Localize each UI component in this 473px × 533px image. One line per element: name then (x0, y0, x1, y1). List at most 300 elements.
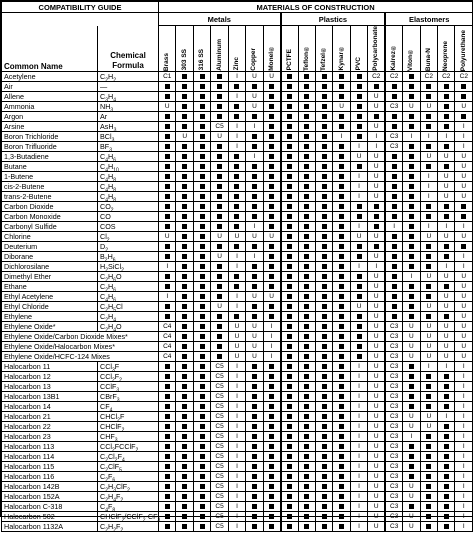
chemical-formula: CHCl$_2$F (98, 411, 159, 421)
chemical-formula: $C_3H_4$ (98, 91, 159, 101)
filled-square-icon (304, 124, 309, 129)
rating-cell: U (455, 281, 473, 291)
filled-square-icon (182, 374, 187, 379)
filled-square-icon (200, 184, 205, 189)
compatible-mark (176, 211, 193, 221)
column-header-label: Brass (163, 52, 171, 71)
compatible-mark (281, 321, 298, 331)
filled-square-icon (304, 334, 309, 339)
filled-square-icon (339, 334, 344, 339)
filled-square-icon (200, 134, 205, 139)
filled-square-icon (217, 184, 222, 189)
compatible-mark (176, 311, 193, 321)
compatible-mark (403, 171, 420, 181)
compatible-mark (315, 341, 332, 351)
compatible-mark (403, 501, 420, 511)
compatible-mark (193, 151, 210, 161)
compatible-mark (281, 251, 298, 261)
filled-square-icon (165, 424, 170, 429)
filled-square-icon (426, 84, 431, 89)
filled-square-icon (182, 524, 187, 529)
compatible-mark (211, 341, 228, 351)
compatible-mark (281, 131, 298, 141)
compatible-mark (211, 281, 228, 291)
compatible-mark (315, 151, 332, 161)
filled-square-icon (200, 214, 205, 219)
rating-cell: U (211, 251, 228, 261)
compatible-mark (420, 121, 437, 131)
compatible-mark (403, 441, 420, 451)
compatible-mark (263, 361, 280, 371)
rating-cell: I (228, 451, 245, 461)
filled-square-icon (234, 204, 239, 209)
compatible-mark (246, 261, 263, 271)
rating-cell: U (368, 161, 385, 171)
rating-cell: I (228, 91, 245, 101)
filled-square-icon (182, 204, 187, 209)
table-row (2, 361, 473, 371)
table-row (2, 201, 473, 211)
compatible-mark (298, 351, 315, 361)
filled-square-icon (426, 464, 431, 469)
filled-square-icon (165, 224, 170, 229)
filled-square-icon (444, 394, 449, 399)
filled-square-icon (287, 204, 292, 209)
filled-square-icon (182, 74, 187, 79)
compatible-mark (368, 81, 385, 91)
filled-square-icon (357, 274, 362, 279)
filled-square-icon (234, 214, 239, 219)
chemical-name: 1,3-Butadiene (2, 151, 98, 161)
filled-square-icon (269, 214, 274, 219)
compatible-mark (159, 301, 176, 311)
compatible-mark (281, 431, 298, 441)
filled-square-icon (409, 164, 414, 169)
filled-square-icon (252, 394, 257, 399)
compatible-mark (438, 421, 455, 431)
compatible-mark (211, 111, 228, 121)
compatible-mark (193, 251, 210, 261)
compatible-mark (403, 191, 420, 201)
rating-cell: I (228, 471, 245, 481)
compatible-mark (263, 391, 280, 401)
compatible-mark (333, 471, 350, 481)
rating-cell: I (455, 521, 473, 531)
rating-cell: U (368, 441, 385, 451)
filled-square-icon (165, 284, 170, 289)
compatible-mark (403, 161, 420, 171)
compatible-mark (281, 301, 298, 311)
rating-cell: U (368, 431, 385, 441)
filled-square-icon (200, 144, 205, 149)
table-row (2, 351, 473, 361)
compatible-mark (350, 351, 367, 361)
rating-cell: I (350, 391, 367, 401)
rating-cell: U (403, 321, 420, 331)
filled-square-icon (182, 154, 187, 159)
compatible-mark (176, 521, 193, 531)
filled-square-icon (182, 314, 187, 319)
filled-square-icon (165, 84, 170, 89)
compatible-mark (333, 171, 350, 181)
rating-cell: U (368, 181, 385, 191)
filled-square-icon (217, 284, 222, 289)
rating-cell: I (385, 221, 402, 231)
filled-square-icon (217, 354, 222, 359)
compatible-mark (385, 231, 402, 241)
filled-square-icon (234, 314, 239, 319)
rating-cell: I (455, 371, 473, 381)
compatible-mark (281, 111, 298, 121)
rating-cell: U (228, 341, 245, 351)
compatible-mark (176, 431, 193, 441)
compatible-mark (420, 281, 437, 291)
chemical-formula: $C_4H_{10}$ (98, 161, 159, 171)
filled-square-icon (304, 304, 309, 309)
filled-square-icon (322, 304, 327, 309)
filled-square-icon (200, 194, 205, 199)
compatible-mark (350, 91, 367, 101)
compatible-mark (193, 361, 210, 371)
compatible-mark (176, 401, 193, 411)
compatible-mark (315, 371, 332, 381)
table-row (2, 221, 473, 231)
rating-cell: C3 (385, 381, 402, 391)
rating-cell: I (455, 361, 473, 371)
filled-square-icon (322, 334, 327, 339)
rating-cell: U (350, 151, 367, 161)
filled-square-icon (357, 114, 362, 119)
filled-square-icon (234, 114, 239, 119)
filled-square-icon (322, 394, 327, 399)
filled-square-icon (409, 284, 414, 289)
filled-square-icon (165, 514, 170, 519)
rating-cell: U (403, 341, 420, 351)
chemical-name: Boron Trichloride (2, 131, 98, 141)
compatible-mark (298, 191, 315, 201)
filled-square-icon (200, 284, 205, 289)
compatible-mark (193, 81, 210, 91)
filled-square-icon (287, 124, 292, 129)
compatible-mark (246, 241, 263, 251)
filled-square-icon (182, 254, 187, 259)
filled-square-icon (339, 94, 344, 99)
rating-cell: U (455, 331, 473, 341)
filled-square-icon (374, 84, 379, 89)
filled-square-icon (287, 464, 292, 469)
compatible-mark (315, 231, 332, 241)
filled-square-icon (339, 504, 344, 509)
compatible-mark (176, 321, 193, 331)
compatible-mark (281, 471, 298, 481)
rating-cell: C5 (211, 451, 228, 461)
rating-cell: I (403, 131, 420, 141)
compatible-mark (403, 451, 420, 461)
rating-cell: I (228, 141, 245, 151)
filled-square-icon (234, 284, 239, 289)
rating-cell: I (350, 401, 367, 411)
compatible-mark (176, 231, 193, 241)
compatible-mark (333, 121, 350, 131)
compatible-mark (281, 171, 298, 181)
compatible-mark (420, 441, 437, 451)
filled-square-icon (200, 74, 205, 79)
compatible-mark (193, 521, 210, 531)
compatible-mark (228, 221, 245, 231)
filled-square-icon (269, 84, 274, 89)
filled-square-icon (252, 434, 257, 439)
compatible-mark (315, 91, 332, 101)
rating-cell: U (368, 391, 385, 401)
rating-cell: U (368, 291, 385, 301)
rating-cell: U (403, 331, 420, 341)
filled-square-icon (269, 474, 274, 479)
filled-square-icon (426, 524, 431, 529)
filled-square-icon (392, 184, 397, 189)
rating-cell: I (350, 361, 367, 371)
rating-cell: C3 (385, 431, 402, 441)
filled-square-icon (200, 374, 205, 379)
filled-square-icon (269, 494, 274, 499)
chemical-name: Halocarbon 22 (2, 421, 98, 431)
filled-square-icon (234, 164, 239, 169)
filled-square-icon (409, 454, 414, 459)
compatible-mark (159, 431, 176, 441)
filled-square-icon (200, 394, 205, 399)
compatible-mark (420, 391, 437, 401)
filled-square-icon (165, 164, 170, 169)
filled-square-icon (322, 454, 327, 459)
rating-cell: I (455, 121, 473, 131)
filled-square-icon (217, 274, 222, 279)
filled-square-icon (252, 274, 257, 279)
compatible-mark (176, 101, 193, 111)
filled-square-icon (165, 204, 170, 209)
compatible-mark (385, 181, 402, 191)
filled-square-icon (322, 204, 327, 209)
rating-cell: U (368, 501, 385, 511)
filled-square-icon (304, 84, 309, 89)
filled-square-icon (269, 104, 274, 109)
compatible-mark (455, 201, 473, 211)
rating-cell: I (350, 141, 367, 151)
filled-square-icon (339, 484, 344, 489)
compatible-mark (420, 381, 437, 391)
filled-square-icon (200, 524, 205, 529)
compatible-mark (385, 251, 402, 261)
compatible-mark (263, 161, 280, 171)
chemical-name: Butane (2, 161, 98, 171)
compatible-mark (438, 211, 455, 221)
rating-cell: I (228, 491, 245, 501)
compatible-mark (263, 441, 280, 451)
filled-square-icon (287, 94, 292, 99)
chemical-name: Acetylene (2, 71, 98, 81)
compatible-mark (281, 221, 298, 231)
chemical-formula: CBrF$_3$ (98, 391, 159, 401)
filled-square-icon (287, 444, 292, 449)
compatible-mark (333, 421, 350, 431)
rating-cell: U (438, 341, 455, 351)
rating-cell: U (368, 311, 385, 321)
compatible-mark (438, 481, 455, 491)
compatible-mark (159, 491, 176, 501)
compatible-mark (315, 101, 332, 111)
compatible-mark (333, 301, 350, 311)
compatible-mark (350, 251, 367, 261)
filled-square-icon (304, 104, 309, 109)
compatible-mark (246, 521, 263, 531)
filled-square-icon (392, 114, 397, 119)
filled-square-icon (269, 254, 274, 259)
compatible-mark (228, 191, 245, 201)
column-header-label: Tefzel® (320, 45, 328, 71)
filled-square-icon (409, 184, 414, 189)
filled-square-icon (200, 304, 205, 309)
chemical-formula: $C_2H_4O$ (98, 321, 159, 331)
rating-cell: I (228, 71, 245, 81)
rating-cell: I (228, 421, 245, 431)
compatible-mark (159, 271, 176, 281)
compatible-mark (176, 121, 193, 131)
compatible-mark (385, 151, 402, 161)
filled-square-icon (287, 314, 292, 319)
compatible-mark (315, 381, 332, 391)
compatible-mark (159, 111, 176, 121)
chemical-name: Halocarbon 13B1 (2, 391, 98, 401)
filled-square-icon (200, 264, 205, 269)
compatible-mark (159, 371, 176, 381)
rating-cell: I (263, 351, 280, 361)
rating-cell: U (420, 351, 437, 361)
filled-square-icon (304, 174, 309, 179)
rating-cell: C3 (385, 521, 402, 531)
column-header (315, 26, 332, 72)
column-header-label: Zinc (232, 57, 240, 71)
column-header-label: Monel® (267, 45, 275, 71)
filled-square-icon (409, 74, 414, 79)
filled-square-icon (287, 484, 292, 489)
table-row (2, 461, 473, 471)
compatible-mark (281, 331, 298, 341)
rating-cell: U (159, 101, 176, 111)
compatible-mark (333, 281, 350, 291)
compatible-mark (420, 491, 437, 501)
compatible-mark (176, 451, 193, 461)
chemical-formula-header: Chemical Formula (98, 26, 159, 72)
filled-square-icon (409, 364, 414, 369)
filled-square-icon (217, 264, 222, 269)
filled-square-icon (182, 194, 187, 199)
filled-square-icon (217, 204, 222, 209)
compatible-mark (159, 381, 176, 391)
filled-square-icon (357, 344, 362, 349)
filled-square-icon (287, 304, 292, 309)
filled-square-icon (444, 454, 449, 459)
compatible-mark (455, 111, 473, 121)
rating-cell: U (455, 181, 473, 191)
rating-cell: I (438, 221, 455, 231)
compatible-mark (403, 181, 420, 191)
compatible-mark (333, 251, 350, 261)
filled-square-icon (200, 484, 205, 489)
column-header (298, 26, 315, 72)
filled-square-icon (409, 84, 414, 89)
rating-cell: U (246, 101, 263, 111)
filled-square-icon (357, 214, 362, 219)
compatible-mark (176, 271, 193, 281)
rating-cell: U (455, 161, 473, 171)
chemical-name: trans-2-Butene (2, 191, 98, 201)
rating-cell: U (438, 331, 455, 341)
group-metals: Metals (159, 13, 281, 26)
filled-square-icon (287, 224, 292, 229)
filled-square-icon (252, 164, 257, 169)
filled-square-icon (444, 434, 449, 439)
filled-square-icon (426, 124, 431, 129)
filled-square-icon (304, 194, 309, 199)
filled-square-icon (409, 124, 414, 129)
chemical-formula: $C_4H_8$ (98, 181, 159, 191)
rating-cell: U (403, 101, 420, 111)
chemical-name: Halocarbon 11 (2, 361, 98, 371)
filled-square-icon (165, 504, 170, 509)
chemical-name: Dimethyl Ether (2, 271, 98, 281)
rating-cell: I (159, 261, 176, 271)
filled-square-icon (287, 104, 292, 109)
filled-square-icon (426, 144, 431, 149)
table-row (2, 401, 473, 411)
compatible-mark (176, 71, 193, 81)
filled-square-icon (426, 94, 431, 99)
compatible-mark (298, 171, 315, 181)
compatible-mark (298, 451, 315, 461)
compatible-mark (315, 201, 332, 211)
chemical-name: cis-2-Butene (2, 181, 98, 191)
filled-square-icon (234, 174, 239, 179)
chemical-name: Halocarbon 113 (2, 441, 98, 451)
compatible-mark (420, 431, 437, 441)
filled-square-icon (200, 204, 205, 209)
compatible-mark (281, 101, 298, 111)
filled-square-icon (409, 194, 414, 199)
chemical-name: Carbonyl Sulfide (2, 221, 98, 231)
compatible-mark (281, 511, 298, 521)
filled-square-icon (322, 174, 327, 179)
chemical-name: Halocarbon 114 (2, 451, 98, 461)
compatible-mark (228, 241, 245, 251)
filled-square-icon (200, 474, 205, 479)
filled-square-icon (269, 94, 274, 99)
filled-square-icon (339, 194, 344, 199)
filled-square-icon (165, 374, 170, 379)
chemical-name: Argon (2, 111, 98, 121)
filled-square-icon (322, 84, 327, 89)
compatible-mark (159, 501, 176, 511)
filled-square-icon (269, 184, 274, 189)
compatible-mark (246, 141, 263, 151)
compatible-mark (228, 81, 245, 91)
rating-cell: U (368, 521, 385, 531)
filled-square-icon (339, 324, 344, 329)
filled-square-icon (304, 234, 309, 239)
table-row (2, 341, 473, 351)
compatible-mark (263, 401, 280, 411)
filled-square-icon (182, 344, 187, 349)
filled-square-icon (426, 454, 431, 459)
compatible-mark (193, 121, 210, 131)
compatible-mark (350, 121, 367, 131)
